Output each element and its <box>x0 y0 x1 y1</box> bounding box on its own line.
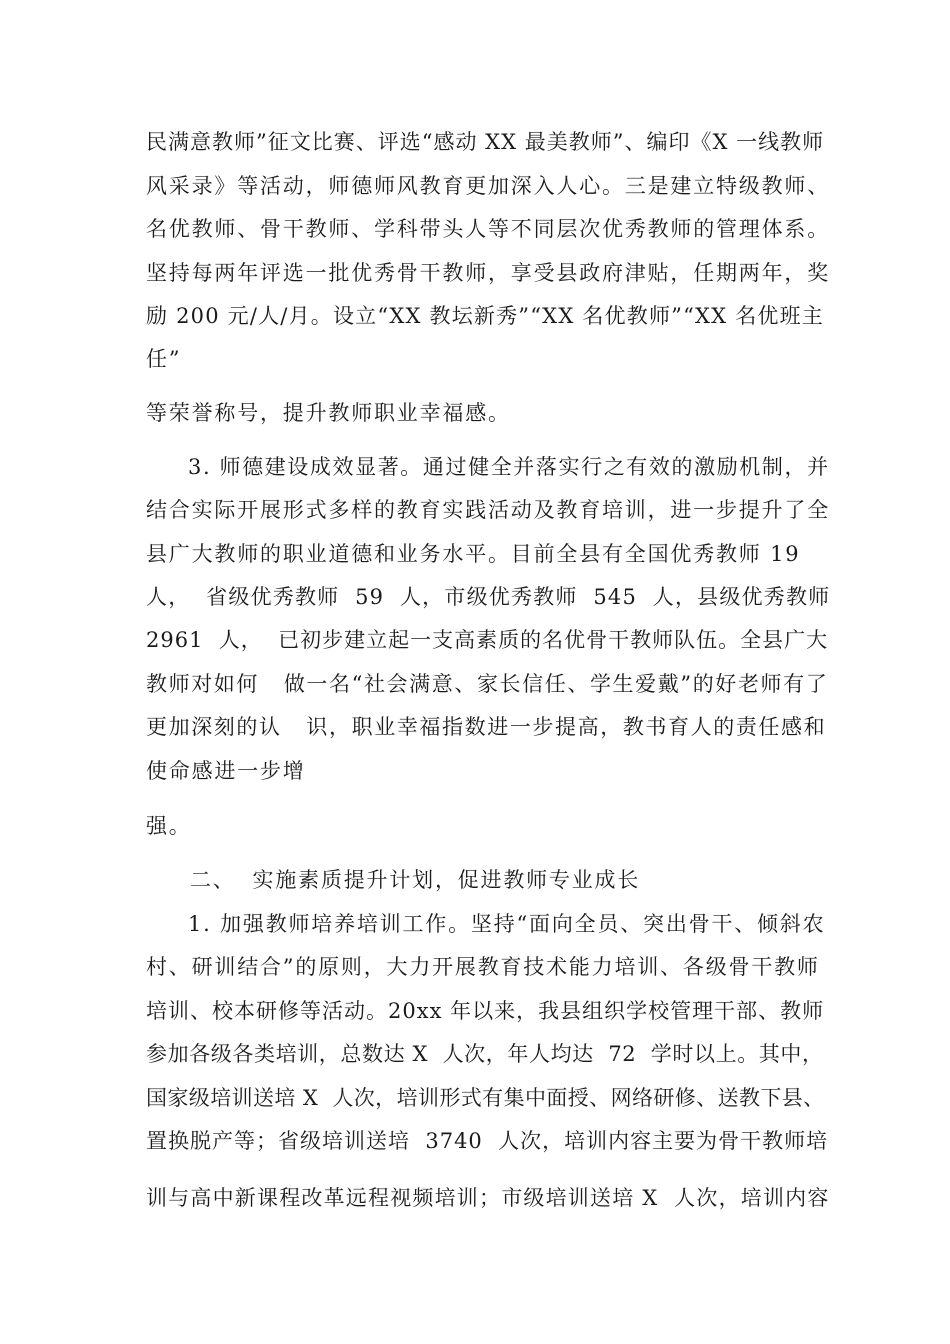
text-line: 训与高中新课程改革远程视频培训；市级培训送培 X 人次，培训内容 <box>146 1186 830 1210</box>
text-line: 2961 人， 已初步建立起一支高素质的名优骨干教师队伍。全县广大 <box>146 628 829 652</box>
text-line: 等荣誉称号，提升教师职业幸福感。 <box>146 401 511 425</box>
text-line: 更加深刻的认 识，职业幸福指数进一步提高，教书育人的责任感和 <box>146 715 827 739</box>
text-line: 培训、校本研修等活动。20xx 年以来，我县组织学校管理干部、教师 <box>146 999 825 1023</box>
text-line: 名优教师、骨干教师、学科带头人等不同层次优秀教师的管理体系。 <box>146 217 830 241</box>
text-line: 人， 省级优秀教师 59 人，市级优秀教师 545 人，县级优秀教师 <box>146 585 831 609</box>
text-line: 使命感进一步增 <box>146 759 306 783</box>
paragraph-heading: 1. 加强教师培养培训工作。坚持“面向全员、突出骨干、倾斜农 <box>188 912 826 936</box>
text-line: 参加各级各类培训，总数达 X 人次，年人均达 72 学时以上。其中， <box>146 1042 824 1066</box>
text-line: 置换脱产等；省级培训送培 3740 人次，培训内容主要为骨干教师培 <box>146 1129 829 1153</box>
section-heading: 二、 实施素质提升计划，促进教师专业成长 <box>190 868 641 892</box>
text-line: 结合实际开展形式多样的教育实践活动及教育培训，进一步提升了全 <box>146 498 830 522</box>
text-line: 强。 <box>146 814 192 838</box>
text-line: 风采录》等活动，师德师风教育更加深入人心。三是建立特级教师、 <box>146 174 830 198</box>
text-line: 教师对如何 做一名“社会满意、家长信任、学生爱戴”的好老师有了 <box>146 672 829 696</box>
text-line: 村、研训结合”的原则，大力开展教育技术能力培训、各级骨干教师 <box>146 955 820 979</box>
text-line: 国家级培训送培 X 人次，培训形式有集中面授、网络研修、送教下县、 <box>146 1086 825 1110</box>
text-line: 县广大教师的职业道德和业务水平。目前全县有全国优秀教师 19 <box>146 542 801 566</box>
text-line: 励 200 元/人/月。设立“XX 教坛新秀”“XX 名优教师”“XX 名优班主 <box>146 304 824 328</box>
text-line: 任” <box>146 347 182 371</box>
text-line: 坚持每两年评选一批优秀骨干教师，享受县政府津贴，任期两年，奖 <box>146 261 830 285</box>
paragraph-heading: 3. 师德建设成效显著。通过健全并落实行之有效的激励机制，并 <box>188 455 830 479</box>
text-line: 民满意教师”征文比赛、评选“感动 XX 最美教师”、编印《X 一线教师 <box>146 130 825 154</box>
